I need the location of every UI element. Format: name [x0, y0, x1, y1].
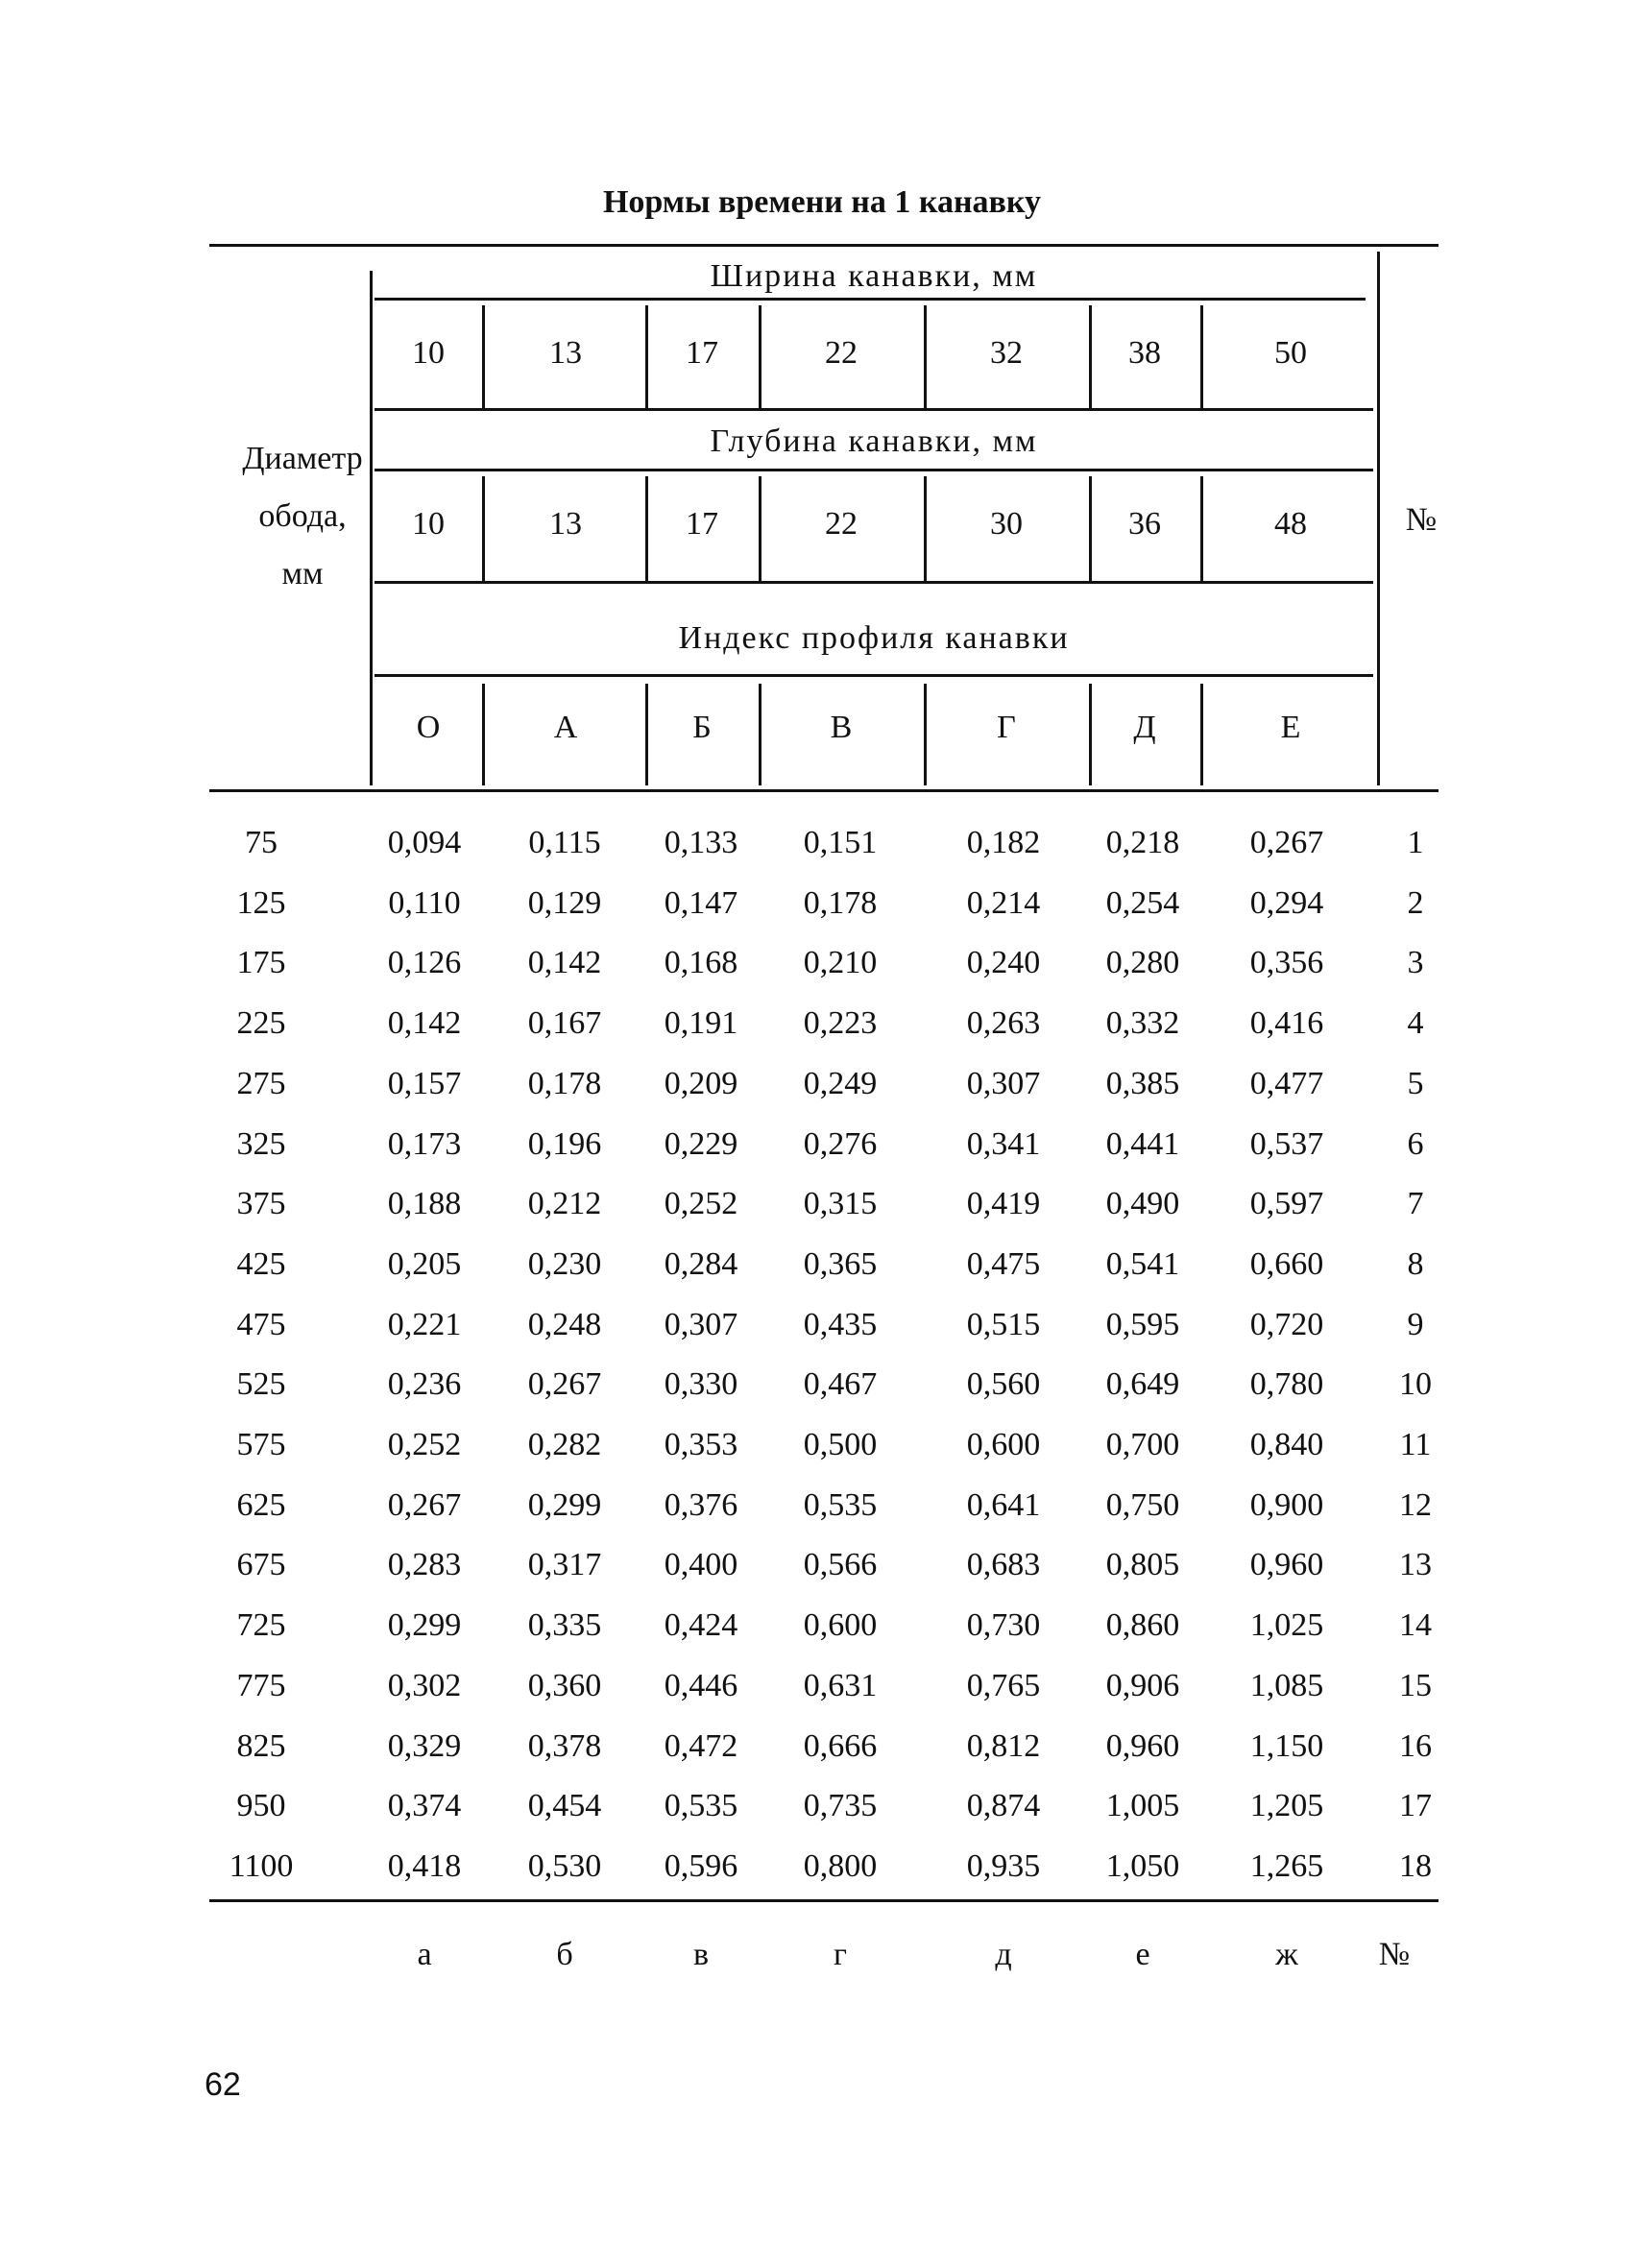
time-norm-cell: 0,307 — [966, 1066, 1041, 1101]
time-norm-cell: 0,860 — [1105, 1607, 1180, 1643]
time-norm-cell: 1,150 — [1249, 1728, 1324, 1764]
profile-index: Д — [1133, 710, 1156, 745]
profile-index: А — [553, 710, 578, 745]
row-number-cell: 18 — [1399, 1848, 1432, 1884]
row-number-cell: 13 — [1399, 1547, 1432, 1582]
time-norm-cell: 0,210 — [803, 945, 878, 980]
time-norm-cell: 0,276 — [803, 1126, 878, 1162]
diameter-header-line: обода, — [258, 498, 347, 534]
footer-number-label: № — [1378, 1937, 1411, 1972]
footer-letter: д — [995, 1937, 1012, 1972]
diameter-cell: 375 — [236, 1186, 286, 1221]
row-number-cell: 9 — [1407, 1307, 1424, 1342]
time-norm-cell: 0,500 — [803, 1427, 878, 1462]
time-norm-cell: 0,475 — [966, 1246, 1041, 1282]
time-norm-cell: 0,133 — [664, 825, 738, 860]
time-norm-cell: 0,341 — [966, 1126, 1041, 1162]
time-norm-cell: 0,267 — [527, 1366, 602, 1402]
diameter-cell: 775 — [236, 1668, 286, 1703]
time-norm-cell: 0,419 — [966, 1186, 1041, 1221]
time-norm-cell: 0,178 — [527, 1066, 602, 1101]
time-norm-cell: 0,700 — [1105, 1427, 1180, 1462]
time-norm-cell: 0,267 — [1249, 825, 1324, 860]
header-separator-5 — [375, 674, 1373, 677]
profile-index: Б — [692, 710, 712, 745]
header-separator-4 — [375, 581, 1373, 584]
time-norm-cell: 0,660 — [1249, 1246, 1324, 1282]
time-norm-cell: 0,385 — [1105, 1066, 1180, 1101]
time-norm-cell: 0,283 — [387, 1547, 462, 1582]
width-value: 22 — [825, 335, 858, 371]
diameter-cell: 950 — [236, 1788, 286, 1823]
time-norm-cell: 1,050 — [1105, 1848, 1180, 1884]
time-norm-cell: 0,142 — [527, 945, 602, 980]
time-norm-cell: 0,282 — [527, 1427, 602, 1462]
time-norm-cell: 0,566 — [803, 1547, 878, 1582]
time-norm-cell: 0,094 — [387, 825, 462, 860]
depth-value: 10 — [412, 506, 445, 542]
time-norm-cell: 0,212 — [527, 1186, 602, 1221]
time-norm-cell: 0,446 — [664, 1668, 738, 1703]
footer-letter: е — [1135, 1937, 1150, 1972]
time-norm-cell: 0,360 — [527, 1668, 602, 1703]
diameter-cell: 575 — [236, 1427, 286, 1462]
diameter-header-line: Диаметр — [242, 441, 363, 476]
diameter-cell: 1100 — [229, 1848, 294, 1884]
row-number-cell: 5 — [1407, 1066, 1424, 1101]
time-norm-cell: 0,263 — [966, 1005, 1041, 1041]
time-norm-cell: 0,254 — [1105, 885, 1180, 921]
row-number-cell: 3 — [1407, 945, 1424, 980]
profile-index: О — [416, 710, 441, 745]
depth-value: 13 — [549, 506, 582, 542]
depth-value: 36 — [1128, 506, 1161, 542]
row-number-cell: 8 — [1407, 1246, 1424, 1282]
time-norm-cell: 0,330 — [664, 1366, 738, 1402]
diameter-cell: 725 — [236, 1607, 286, 1643]
time-norm-cell: 0,418 — [387, 1848, 462, 1884]
time-norm-cell: 0,805 — [1105, 1547, 1180, 1582]
time-norm-cell: 0,302 — [387, 1668, 462, 1703]
time-norm-cell: 0,332 — [1105, 1005, 1180, 1041]
depth-header: Глубина канавки, мм — [710, 423, 1038, 459]
row-number-cell: 11 — [1399, 1427, 1432, 1462]
diameter-cell: 675 — [236, 1547, 286, 1582]
width-value: 32 — [990, 335, 1023, 371]
row-number-cell: 6 — [1407, 1126, 1424, 1162]
time-norm-cell: 0,750 — [1105, 1487, 1180, 1523]
time-norm-cell: 0,218 — [1105, 825, 1180, 860]
time-norm-cell: 0,353 — [664, 1427, 738, 1462]
depth-value: 30 — [990, 506, 1023, 542]
time-norm-cell: 1,025 — [1249, 1607, 1324, 1643]
footer-letter: а — [417, 1937, 432, 1972]
time-norm-cell: 0,307 — [664, 1307, 738, 1342]
diameter-cell: 425 — [236, 1246, 286, 1282]
body-bottom-rule — [209, 1899, 1438, 1902]
diameter-cell: 325 — [236, 1126, 286, 1162]
col-sep-4 — [924, 476, 927, 582]
depth-value: 22 — [825, 506, 858, 542]
time-norm-cell: 0,560 — [966, 1366, 1041, 1402]
time-norm-cell: 0,515 — [966, 1307, 1041, 1342]
time-norm-cell: 0,230 — [527, 1246, 602, 1282]
time-norm-cell: 0,960 — [1105, 1728, 1180, 1764]
footer-letter: ж — [1275, 1937, 1298, 1972]
time-norm-cell: 0,424 — [664, 1607, 738, 1643]
time-norm-cell: 0,157 — [387, 1066, 462, 1101]
time-norm-cell: 1,265 — [1249, 1848, 1324, 1884]
time-norm-cell: 1,085 — [1249, 1668, 1324, 1703]
footer-letter: б — [556, 1937, 573, 1972]
col-sep-4 — [924, 305, 927, 409]
time-norm-cell: 0,284 — [664, 1246, 738, 1282]
time-norm-cell: 0,641 — [966, 1487, 1041, 1523]
time-norm-cell: 0,317 — [527, 1547, 602, 1582]
time-norm-cell: 0,535 — [664, 1788, 738, 1823]
diameter-cell: 275 — [236, 1066, 286, 1101]
time-norm-cell: 0,126 — [387, 945, 462, 980]
time-norm-cell: 0,252 — [387, 1427, 462, 1462]
time-norm-cell: 0,906 — [1105, 1668, 1180, 1703]
width-value: 38 — [1128, 335, 1161, 371]
top-rule — [209, 244, 1438, 247]
time-norm-cell: 0,596 — [664, 1848, 738, 1884]
time-norm-cell: 0,248 — [527, 1307, 602, 1342]
time-norm-cell: 0,541 — [1105, 1246, 1180, 1282]
time-norm-cell: 0,167 — [527, 1005, 602, 1041]
profile-index: Е — [1280, 710, 1301, 745]
time-norm-cell: 0,249 — [803, 1066, 878, 1101]
time-norm-cell: 0,240 — [966, 945, 1041, 980]
time-norm-cell: 0,151 — [803, 825, 878, 860]
width-value: 50 — [1274, 335, 1307, 371]
time-norm-cell: 0,735 — [803, 1788, 878, 1823]
number-header: № — [1405, 502, 1438, 538]
diameter-cell: 125 — [236, 885, 286, 921]
time-norm-cell: 0,780 — [1249, 1366, 1324, 1402]
time-norm-cell: 0,129 — [527, 885, 602, 921]
time-norm-cell: 0,329 — [387, 1728, 462, 1764]
time-norm-cell: 0,374 — [387, 1788, 462, 1823]
width-value: 17 — [686, 335, 718, 371]
row-number-cell: 15 — [1399, 1668, 1432, 1703]
time-norm-cell: 0,454 — [527, 1788, 602, 1823]
depth-value: 48 — [1274, 506, 1307, 542]
header-bottom-rule — [209, 789, 1438, 792]
row-number-cell: 12 — [1399, 1487, 1432, 1523]
row-number-cell: 17 — [1399, 1788, 1432, 1823]
time-norm-cell: 0,365 — [803, 1246, 878, 1282]
row-number-cell: 14 — [1399, 1607, 1432, 1643]
time-norm-cell: 0,378 — [527, 1728, 602, 1764]
time-norm-cell: 0,730 — [966, 1607, 1041, 1643]
time-norm-cell: 0,178 — [803, 885, 878, 921]
time-norm-cell: 0,376 — [664, 1487, 738, 1523]
time-norm-cell: 0,467 — [803, 1366, 878, 1402]
diameter-header-line: мм — [281, 556, 324, 591]
row-number-cell: 10 — [1399, 1366, 1432, 1402]
page-number: 62 — [205, 2066, 241, 2103]
col-sep-4 — [924, 684, 927, 785]
profile-index: В — [830, 710, 853, 745]
time-norm-cell: 1,005 — [1105, 1788, 1180, 1823]
time-norm-cell: 0,535 — [803, 1487, 878, 1523]
time-norm-cell: 0,416 — [1249, 1005, 1324, 1041]
time-norm-cell: 0,490 — [1105, 1186, 1180, 1221]
diameter-cell: 475 — [236, 1307, 286, 1342]
row-number-cell: 2 — [1407, 885, 1424, 921]
time-norm-cell: 0,400 — [664, 1547, 738, 1582]
diameter-cell: 825 — [236, 1728, 286, 1764]
time-norm-cell: 0,649 — [1105, 1366, 1180, 1402]
width-header: Ширина канавки, мм — [710, 258, 1038, 294]
time-norm-cell: 0,600 — [803, 1607, 878, 1643]
width-value: 10 — [412, 335, 445, 371]
time-norm-cell: 0,182 — [966, 825, 1041, 860]
header-separator-2 — [375, 408, 1373, 411]
footer-letter: в — [692, 1937, 710, 1972]
time-norm-cell: 0,173 — [387, 1126, 462, 1162]
diameter-cell: 625 — [236, 1487, 286, 1523]
time-norm-cell: 0,874 — [966, 1788, 1041, 1823]
time-norm-cell: 0,205 — [387, 1246, 462, 1282]
time-norm-cell: 0,267 — [387, 1487, 462, 1523]
profile-header: Индекс профиля канавки — [678, 620, 1070, 656]
row-number-cell: 16 — [1399, 1728, 1432, 1764]
time-norm-cell: 0,229 — [664, 1126, 738, 1162]
time-norm-cell: 0,115 — [528, 825, 601, 860]
header-separator-1 — [375, 298, 1366, 301]
time-norm-cell: 0,335 — [527, 1607, 602, 1643]
table-title: Нормы времени на 1 канавку — [602, 184, 1042, 220]
time-norm-cell: 0,315 — [803, 1186, 878, 1221]
time-norm-cell: 0,209 — [664, 1066, 738, 1101]
time-norm-cell: 1,205 — [1249, 1788, 1324, 1823]
time-norm-cell: 0,472 — [664, 1728, 738, 1764]
time-norm-cell: 0,221 — [387, 1307, 462, 1342]
time-norm-cell: 0,537 — [1249, 1126, 1324, 1162]
time-norm-cell: 0,960 — [1249, 1547, 1324, 1582]
time-norm-cell: 0,299 — [387, 1607, 462, 1643]
time-norm-cell: 0,765 — [966, 1668, 1041, 1703]
diameter-cell: 225 — [236, 1005, 286, 1041]
time-norm-cell: 0,188 — [387, 1186, 462, 1221]
width-value: 13 — [549, 335, 582, 371]
time-norm-cell: 0,800 — [803, 1848, 878, 1884]
diameter-cell: 525 — [236, 1366, 286, 1402]
time-norm-cell: 0,840 — [1249, 1427, 1324, 1462]
diameter-cell: 175 — [236, 945, 286, 980]
profile-index: Г — [997, 710, 1016, 745]
diameter-cell: 75 — [245, 825, 278, 860]
time-norm-cell: 0,142 — [387, 1005, 462, 1041]
time-norm-cell: 0,435 — [803, 1307, 878, 1342]
time-norm-cell: 0,530 — [527, 1848, 602, 1884]
time-norm-cell: 0,683 — [966, 1547, 1041, 1582]
time-norm-cell: 0,294 — [1249, 885, 1324, 921]
time-norm-cell: 0,812 — [966, 1728, 1041, 1764]
time-norm-cell: 0,214 — [966, 885, 1041, 921]
time-norm-cell: 0,168 — [664, 945, 738, 980]
time-norm-cell: 0,595 — [1105, 1307, 1180, 1342]
time-norm-cell: 0,441 — [1105, 1126, 1180, 1162]
time-norm-cell: 0,196 — [527, 1126, 602, 1162]
time-norm-cell: 0,191 — [664, 1005, 738, 1041]
time-norm-cell: 0,720 — [1249, 1307, 1324, 1342]
time-norm-cell: 0,935 — [966, 1848, 1041, 1884]
time-norm-cell: 0,299 — [527, 1487, 602, 1523]
time-norm-cell: 0,666 — [803, 1728, 878, 1764]
time-norm-cell: 0,900 — [1249, 1487, 1324, 1523]
time-norm-cell: 0,223 — [803, 1005, 878, 1041]
time-norm-cell: 0,110 — [388, 885, 461, 921]
time-norm-cell: 0,236 — [387, 1366, 462, 1402]
header-separator-3 — [375, 469, 1373, 471]
time-norm-cell: 0,356 — [1249, 945, 1324, 980]
row-number-cell: 4 — [1407, 1005, 1424, 1041]
time-norm-cell: 0,147 — [664, 885, 738, 921]
time-norm-cell: 0,631 — [803, 1668, 878, 1703]
time-norm-cell: 0,252 — [664, 1186, 738, 1221]
footer-letter: г — [834, 1937, 847, 1972]
time-norm-cell: 0,600 — [966, 1427, 1041, 1462]
row-number-cell: 1 — [1407, 825, 1424, 860]
depth-value: 17 — [686, 506, 718, 542]
time-norm-cell: 0,477 — [1249, 1066, 1324, 1101]
header-right-border — [1377, 252, 1380, 785]
row-number-cell: 7 — [1407, 1186, 1424, 1221]
time-norm-cell: 0,280 — [1105, 945, 1180, 980]
time-norm-cell: 0,597 — [1249, 1186, 1324, 1221]
